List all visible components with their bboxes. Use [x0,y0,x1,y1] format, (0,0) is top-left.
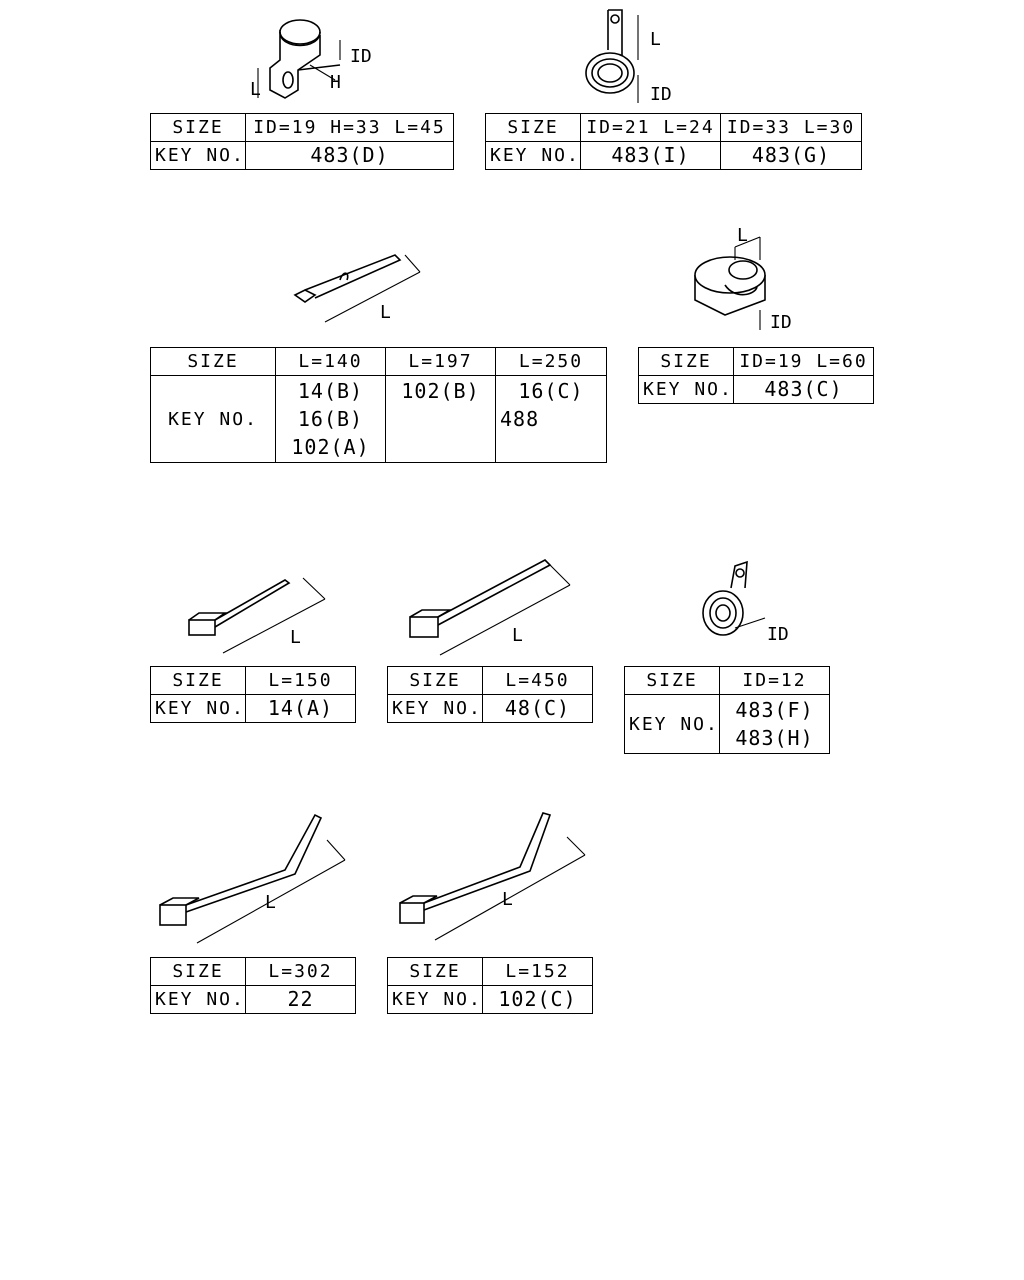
key-value: 16(C) [518,379,584,403]
key-value: 14(A) [246,695,356,723]
key-value: 488 [500,407,540,431]
key-header: KEY NO. [151,986,246,1014]
size-header: SIZE [151,348,276,376]
size-header: SIZE [388,958,483,986]
loop-clamp-drawing [580,5,690,105]
spec-table-6 [387,666,593,723]
key-value: 483(G) [721,142,862,170]
size-value: ID=21 L=24 [581,114,721,142]
size-header: SIZE [151,667,246,695]
key-header: KEY NO. [388,695,483,723]
size-header: SIZE [639,348,734,376]
push-mount-tie-drawing [285,250,430,330]
dim-L-label: L [380,302,391,323]
key-value: 483(C) [734,376,874,404]
key-value: 48(C) [483,695,593,723]
long-strap-drawing [400,555,580,660]
spec-table-1 [150,113,454,170]
key-header: KEY NO. [151,695,246,723]
size-header: SIZE [486,114,581,142]
p-clamp-drawing [685,225,805,335]
size-value: ID=33 L=30 [721,114,862,142]
key-value: 14(B) [297,379,364,403]
size-value: L=197 [386,348,496,376]
cable-tie-152-drawing [395,805,595,945]
size-header: SIZE [625,667,720,695]
size-value: L=250 [496,348,607,376]
spec-table-3 [150,347,607,463]
size-value: L=302 [246,958,356,986]
spec-table-2 [485,113,862,170]
spec-table-4 [638,347,874,404]
key-value: 22 [246,986,356,1014]
key-header: KEY NO. [151,376,276,463]
dim-ID-label: ID [767,624,789,645]
size-value: L=450 [483,667,593,695]
cable-tie-302-drawing [155,810,355,950]
key-value: 102(B) [401,379,480,403]
size-header: SIZE [151,958,246,986]
dim-ID-label: ID [650,84,672,105]
arrow-tie-drawing [185,575,335,660]
size-value: L=150 [246,667,356,695]
key-value: 483(D) [246,142,454,170]
dim-L-label: L [650,29,661,50]
dim-L-label: L [737,225,748,246]
key-value [276,376,386,463]
spec-table-5 [150,666,356,723]
key-header: KEY NO. [151,142,246,170]
dim-L-label: L [502,889,513,910]
dim-L-label: L [290,627,301,648]
dim-ID-label: ID [350,46,372,67]
key-header: KEY NO. [625,695,720,754]
spec-table-8 [150,957,356,1014]
dim-L-label: L [265,892,276,913]
spec-table-7 [624,666,830,754]
saddle-clamp-drawing [240,10,390,110]
key-value: 483(I) [581,142,721,170]
size-value: ID=19 H=33 L=45 [246,114,454,142]
dim-L-label: L [250,79,261,100]
key-header: KEY NO. [486,142,581,170]
dim-H-label: H [330,72,341,93]
key-value [720,695,830,754]
dim-ID-label: ID [770,312,792,333]
key-header: KEY NO. [388,986,483,1014]
key-value [386,376,496,463]
double-loop-clamp-drawing [695,558,805,653]
size-header: SIZE [388,667,483,695]
size-header: SIZE [151,114,246,142]
key-value: 16(B) [297,407,364,431]
key-value: 483(F) [735,698,814,722]
dim-L-label: L [512,625,523,646]
size-value: L=140 [276,348,386,376]
spec-table-9 [387,957,593,1014]
size-value: ID=19 L=60 [734,348,874,376]
key-header: KEY NO. [639,376,734,404]
key-value [496,376,607,463]
size-value: L=152 [483,958,593,986]
size-value: ID=12 [720,667,830,695]
key-value: 102(C) [483,986,593,1014]
key-value: 102(A) [291,435,370,459]
key-value: 483(H) [735,726,814,750]
